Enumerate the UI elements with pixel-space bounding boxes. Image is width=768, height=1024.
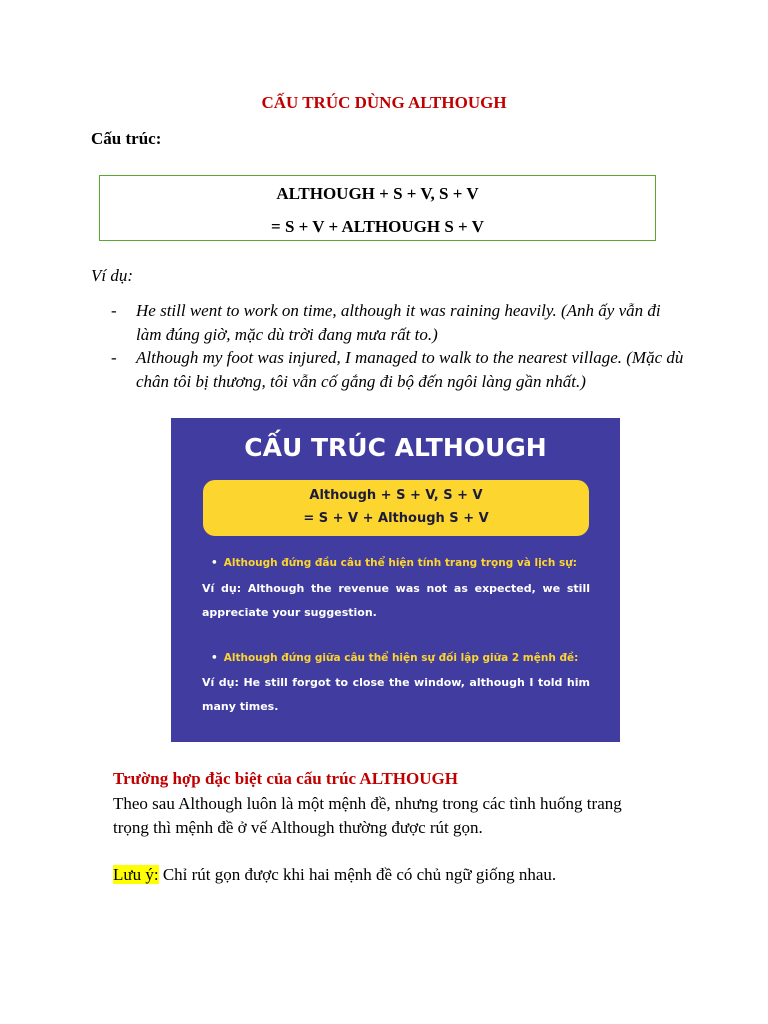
formula-box xyxy=(99,175,656,241)
note-label: Lưu ý: xyxy=(113,865,159,884)
infographic-title: CẤU TRÚC ALTHOUGH xyxy=(244,433,547,462)
formula-line-1: ALTHOUGH + S + V, S + V xyxy=(276,184,479,203)
example-text: Although my foot was injured, I managed to walk to the nearest village. (Mặc dù chân tôi bị thương, tôi vẫn cố gắng đi bộ đến ngôi làng gần nhất.) xyxy=(136,348,684,391)
special-case-text: Theo sau Although luôn là một mệnh đề, nhưng trong các tình huống trang trọng thì mệnh đề ở vế Although thường được rút gọn. xyxy=(113,794,622,837)
note-text: Chỉ rút gọn được khi hai mệnh đề có chủ ngữ giống nhau. xyxy=(158,865,557,884)
infographic-bullet-text: Although đứng giữa câu thể hiện sự đối lập giữa 2 mệnh đề: xyxy=(223,652,579,664)
infographic-formula-box xyxy=(203,480,589,536)
special-case-title: Trường hợp đặc biệt của cấu trúc ALTHOUGH xyxy=(113,769,458,788)
infographic-example-1: Ví dụ: Although the revenue was not as expected, we still appreciate your suggestion. xyxy=(202,582,590,619)
infographic-bullet-2 xyxy=(211,652,578,664)
infographic-bullet-text: Although đứng đầu câu thể hiện tính trang trọng và lịch sự: xyxy=(223,557,577,569)
list-dash: - xyxy=(111,348,117,367)
infographic-formula-line-2: = S + V + Although S + V xyxy=(303,511,489,526)
infographic-example-2: Ví dụ: He still forgot to close the window, although I told him many times. xyxy=(202,676,590,713)
examples-label: Ví dụ: xyxy=(91,266,134,285)
infographic-formula-line-1: Although + S + V, S + V xyxy=(309,488,483,503)
note-paragraph xyxy=(113,865,556,885)
bullet-dot-icon: • xyxy=(211,557,218,569)
example-text: He still went to work on time, although it was raining heavily. (Anh ấy vẫn đi làm đúng giờ, mặc dù trời đang mưa rất to.) xyxy=(136,301,661,344)
structure-label: Cấu trúc: xyxy=(91,129,162,148)
infographic-bullet-1 xyxy=(211,557,577,569)
document-title: CẤU TRÚC DÙNG ALTHOUGH xyxy=(261,93,507,112)
structure-infographic xyxy=(171,418,620,742)
list-dash: - xyxy=(111,301,117,320)
bullet-dot-icon: • xyxy=(211,652,218,664)
formula-line-2: = S + V + ALTHOUGH S + V xyxy=(271,217,484,236)
